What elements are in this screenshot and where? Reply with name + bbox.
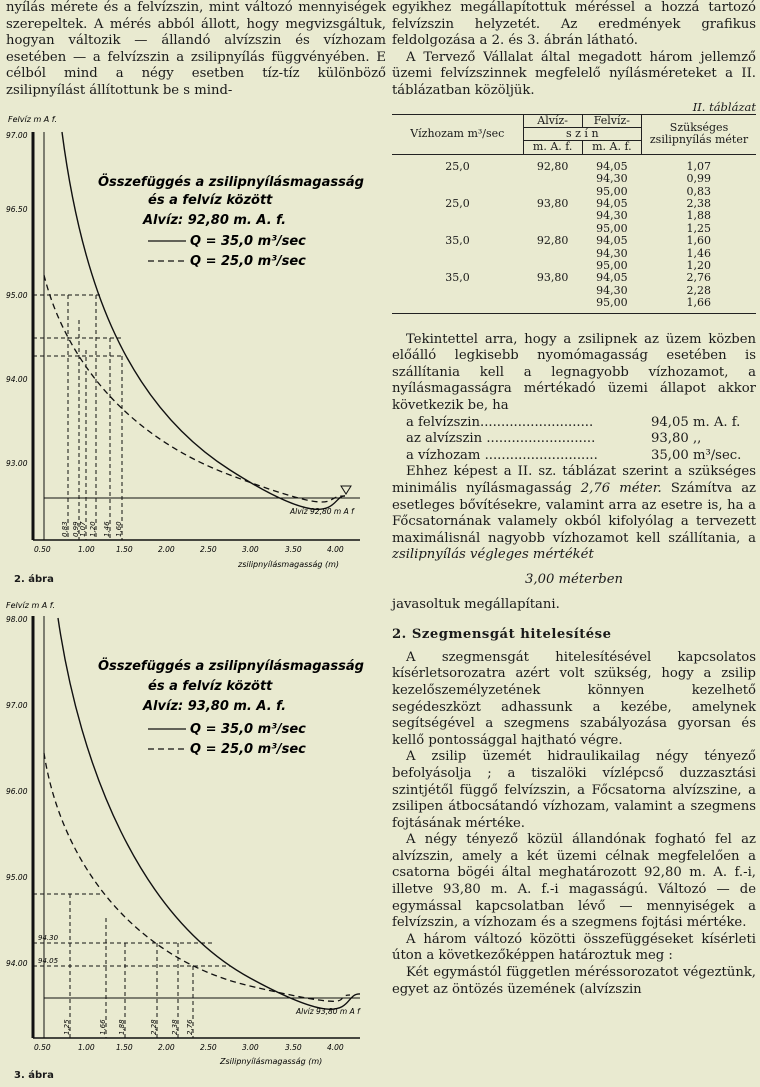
table-cell: 25,0 <box>445 197 470 210</box>
right-paragraph-4: Ehhez képest a II. sz. táblázat szerint a szükséges minimális nyílásmagasság 2,76 méter. Számítva az esetleges bővítésekre, valamint arra az esetre is, ha a Főcsatornának valamely okból kifolyólag a tervezett maximálisnál nagyobb vízhozamot kell szállítania, a zsilipnyílás végleges mértékét <box>392 464 756 563</box>
right-paragraph-2: A Tervező Vállalat által megadott három jellemző üzemi felvízszinnek megfelelő nyílásméreteket a II. táblázatban közöljük. <box>392 49 756 98</box>
fig3-xtick: 1.50 <box>116 1043 133 1052</box>
table-cell: 92,80 <box>536 159 569 173</box>
table-row <box>392 235 756 247</box>
fig3-ytick: 94.00 <box>6 959 28 968</box>
fig2-xtick: 1.50 <box>116 545 133 554</box>
fig3-legend-solid: Q = 35,0 m³/sec <box>190 722 306 737</box>
th-alviz: Alvíz- <box>523 114 582 127</box>
table-cell: 1,25 <box>686 221 711 235</box>
table-cell: 94,30 <box>596 172 628 186</box>
fig2-x-ticks <box>34 545 344 554</box>
fig2-ann: 0,83 <box>61 521 69 537</box>
fig2-ann: 0,99 <box>72 521 80 537</box>
table-cell: 92,80 <box>536 234 569 248</box>
fig3-x-ticks <box>34 1043 344 1052</box>
fig3-level: 94.05 <box>38 957 59 965</box>
fig2-ytick: 93.00 <box>6 459 28 468</box>
fig3-ytick: 95.00 <box>6 873 28 882</box>
right-column <box>392 0 756 998</box>
table-cell: 94,30 <box>596 283 628 297</box>
right-paragraph-7: A zsilip üzemét hidraulikailag négy tényező befolyásolja ; a tiszalöki vízlépcső duzzasztási szintjétől függő felvízszin, a Főcsatorna alvízszine, a zsilipen átbocsátandó vízhozam, valamint a szegmens fojtásának mértéke. <box>392 749 756 831</box>
fig3-x-label: Zsilipnyílásmagasság (m) <box>220 1057 323 1066</box>
th-q: Vízhozam m³/sec <box>392 114 523 154</box>
table-cell: 95,00 <box>596 184 628 198</box>
fig2-xtick: 1.00 <box>78 545 95 554</box>
fig3-xtick: 1.00 <box>78 1043 95 1052</box>
fig2-ann: 1,46 <box>103 521 111 537</box>
table-cell: 94,05 <box>596 271 628 285</box>
fig3-ann: 2,28 <box>150 1019 158 1035</box>
right-paragraph-3: Tekintettel arra, hogy a zsilipnek az üzem közben előálló legkisebb nyomómagasság esetében is szállítania kell a legnagyobb vízhozamot, a nyílásmagasságra mértékadó üzemi állapot akkor következik be, ha <box>392 331 756 414</box>
fig3-xtick: 2.50 <box>200 1043 217 1052</box>
fig2-curve-dashed <box>44 275 345 502</box>
fig3-alviz: Alvíz: 93,80 m. A. f. <box>143 699 287 714</box>
th-szin: s z í n <box>523 127 641 140</box>
table-cell: 1,66 <box>686 296 711 310</box>
table-cell: 93,80 <box>536 271 569 285</box>
table-cell: 94,05 <box>596 197 628 210</box>
right-paragraph-6: A szegmensgát hitelesítésével kapcsolatos kísérletsorozatra azért volt szükség, hogy a zsilip kezelőszemélyzetének könnyen kezelhető segédeszközt adhassunk a kezébe, amelynek segítségével a szegmens szabályozása gyorsan és kellő pontossággal hajtható végre. <box>392 649 756 748</box>
cond-alviz-key: az alvízszin .......................... <box>406 431 596 447</box>
table-cell: 1,88 <box>686 209 711 223</box>
table-row <box>392 173 756 185</box>
table-cell: 35,0 <box>445 234 470 248</box>
table-row <box>392 210 756 222</box>
fig2-ann: 1,07 <box>79 521 87 537</box>
table-cell: 2,28 <box>686 283 711 297</box>
fig2-alviz: Alvíz: 92,80 m. A. f. <box>143 213 287 228</box>
table-cell: 1,46 <box>686 246 711 260</box>
fig3-title-2: és a felvíz között <box>148 679 273 694</box>
table-cell: 94,05 <box>596 234 628 248</box>
left-column <box>6 0 386 100</box>
table-cell: 94,30 <box>596 209 628 223</box>
fig2-legend-dashed: Q = 25,0 m³/sec <box>190 254 306 269</box>
figure-2-chart <box>0 110 390 580</box>
fig3-ann: 1,66 <box>99 1019 107 1035</box>
fig3-legend-dashed: Q = 25,0 m³/sec <box>190 742 306 757</box>
fig2-xtick: 2.50 <box>200 545 217 554</box>
fig3-ann: 1,25 <box>63 1019 71 1035</box>
figure-3 <box>0 598 390 1087</box>
table-row <box>392 272 756 284</box>
fig2-y-ticks <box>6 131 28 468</box>
table-cell: 25,0 <box>445 159 470 173</box>
section-heading: 2. Szegmensgát hitelesítése <box>392 627 612 643</box>
fig2-xtick: 2.00 <box>158 545 175 554</box>
table-cell: 95,00 <box>596 259 628 273</box>
table-cell: 94,30 <box>596 246 628 260</box>
cond-viz-key: a vízhozam ........................... <box>406 447 598 463</box>
fig3-xtick: 3.00 <box>242 1043 259 1052</box>
fig3-ytick: 96.00 <box>6 787 28 796</box>
cond-alviz-val: 93,80 ,, <box>651 431 702 447</box>
left-paragraph: nyílás mérete és a felvízszin, mint változó mennyiségek szerepeltek. A mérés abból állott, hogy megvizsgáltuk, hogyan változik — állandó alvízszin és vízhozam esetében — a felvízszin a zsilipnyílás függvényében. E célból mind a négy esetben tíz-tíz különböző zsilipnyílást állítottunk be s mind- <box>6 0 386 98</box>
fig3-ytick: 97.00 <box>6 701 28 710</box>
figure-3-chart <box>0 598 390 1068</box>
fig3-y-label: Felvíz m A f. <box>6 601 56 610</box>
fig3-ann: 2,38 <box>171 1019 179 1035</box>
fig2-x-label: zsilipnyílásmagasság (m) <box>238 560 340 569</box>
fig2-ytick: 96.50 <box>6 205 28 214</box>
fig2-ytick: 95.00 <box>6 291 28 300</box>
table-cell: 0,99 <box>686 172 711 186</box>
table-cell: 2,38 <box>686 197 711 210</box>
th-req: Szükséges zsilipnyílás méter <box>649 120 749 147</box>
table-cell: 95,00 <box>596 221 628 235</box>
fig3-ytick: 98.00 <box>6 615 28 624</box>
right-paragraph-5: javasoltuk megállapítani. <box>392 596 560 612</box>
fig2-number: 2. ábra <box>14 574 54 585</box>
fig3-curve-dashed <box>44 753 350 1001</box>
fig3-number: 3. ábra <box>14 1070 54 1081</box>
table-cell: 93,80 <box>536 197 569 210</box>
th-felviz: Felvíz- <box>582 114 641 127</box>
fig2-y-label: Felvíz m A f. <box>8 115 58 124</box>
table-cell: 1,60 <box>686 234 711 248</box>
right-paragraph-8: A négy tényező közül állandónak fogható fel az alvízszin, amely a két üzemi célnak megfelelően a csatorna bögéi által meghatározott 92,80 m. A. f.-i, illetve 93,80 m. A. f.-i magasságú. Változó — de egymással kapcsolatban lévő — mennyiségek a felvízszin, a vízhozam és a szegmens fojtási mértéke. <box>392 832 756 931</box>
final-value: 3,00 méterben <box>524 571 623 587</box>
fig3-y-ticks <box>6 615 28 968</box>
fig2-legend-solid: Q = 35,0 m³/sec <box>190 234 306 249</box>
fig2-xtick: 3.50 <box>285 545 302 554</box>
fig3-ann: 1,88 <box>118 1019 126 1035</box>
table-cell: 95,00 <box>596 296 628 310</box>
fig2-title-1: Összefüggés a zsilipnyílásmagasság <box>98 175 364 190</box>
fig2-ytick: 94.00 <box>6 375 28 384</box>
right-paragraph-1: egyikhez megállapítottuk méréssel a hozzá tartozó felvízszin helyzetét. Az eredmények grafikus feldolgozása a 2. és 3. ábrán látható. <box>392 0 756 49</box>
cond-felviz-key: a felvízszin........................... <box>406 414 594 430</box>
fig2-xtick: 0.50 <box>34 545 51 554</box>
table-body <box>392 154 756 313</box>
table-cell: 2,76 <box>686 271 711 285</box>
fig3-xtick: 0.50 <box>34 1043 51 1052</box>
fig3-annotations <box>63 1019 194 1035</box>
th-unit-alviz: m. A. f. <box>523 141 582 154</box>
fig3-level: 94.30 <box>38 934 59 942</box>
right-paragraph-10: Két egymástól független méréssorozatot végeztünk, egyet az öntözés üzemének (alvízszin <box>392 965 756 997</box>
table-cell: 1,07 <box>686 159 711 173</box>
table-row <box>392 297 756 309</box>
table-cell: 35,0 <box>445 271 470 285</box>
fig3-title-1: Összefüggés a zsilipnyílásmagasság <box>98 659 364 674</box>
fig2-annotations <box>61 521 123 537</box>
fig2-alviz-label: Alvíz 92,80 m A f <box>290 507 354 516</box>
fig3-curve-solid <box>58 618 360 1009</box>
right-paragraph-9: A három változó közötti összefüggéseket kísérleti úton a következőképpen határoztuk meg : <box>392 931 756 964</box>
fig3-ann: 2,76 <box>186 1019 194 1035</box>
table-ii <box>392 114 756 314</box>
fig2-xtick: 3.00 <box>242 545 259 554</box>
fig2-ann: 1,60 <box>115 521 123 537</box>
fig2-ann: 1,20 <box>89 521 97 537</box>
table-cell: 94,05 <box>596 159 628 173</box>
th-unit-felviz: m. A. f. <box>582 141 641 154</box>
fig2-title-2: és a felvíz között <box>148 193 273 208</box>
fig3-alviz-label: Alvíz 93,80 m A f <box>296 1007 360 1016</box>
table-cell: 1,20 <box>686 259 711 273</box>
fig3-xtick: 3.50 <box>285 1043 302 1052</box>
table-cell: 0,83 <box>686 184 711 198</box>
cond-viz-val: 35,00 m³/sec. <box>651 447 742 463</box>
fig2-xtick: 4.00 <box>327 545 344 554</box>
table-caption: II. táblázat <box>692 99 756 114</box>
cond-felviz-val: 94,05 m. A. f. <box>651 414 741 430</box>
fig3-xtick: 2.00 <box>158 1043 175 1052</box>
fig2-ytick: 97.00 <box>6 131 28 140</box>
fig3-xtick: 4.00 <box>327 1043 344 1052</box>
figure-2 <box>0 110 390 590</box>
